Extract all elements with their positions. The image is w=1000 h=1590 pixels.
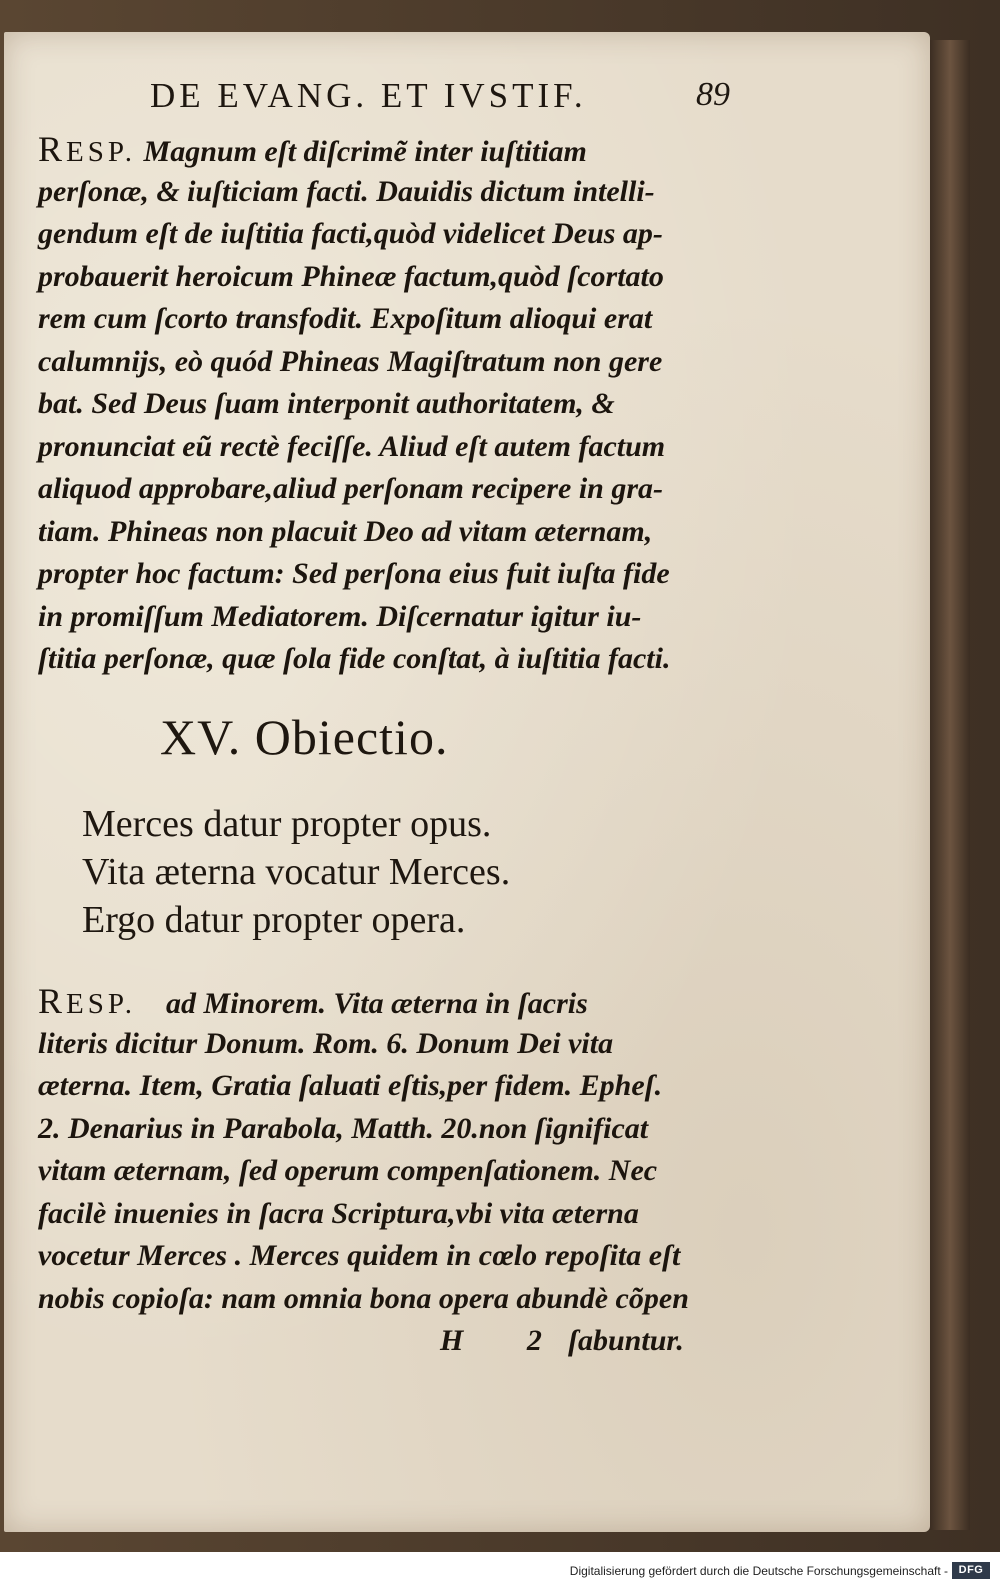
text-line: RESP. Magnum eſt diſcrimẽ inter iuſtitiam — [38, 129, 587, 169]
running-head-title: DE EVANG. ET IVSTIF. — [150, 76, 587, 115]
resp-label: RESP. — [38, 981, 137, 1021]
text-line: vocetur Merces . Merces quidem in cœlo repoſita eſt — [38, 1239, 681, 1272]
text-line: propter hoc factum: Sed perſona eius fuit iuſta fide — [38, 557, 670, 590]
page-number: 89 — [696, 76, 730, 113]
objection-heading: XV. Obiectio. — [160, 709, 449, 765]
text-line: vitam æternam, ſed operum compenſationem. Nec — [38, 1154, 658, 1187]
text-line: facilè inuenies in ſacra Scriptura,vbi vita æterna — [38, 1196, 639, 1230]
text-line: literis dicitur Donum. Rom. 6. Donum Dei vita — [38, 1026, 614, 1060]
response-paragraph-1 — [38, 128, 728, 681]
text-line: aliquod approbare,aliud perſonam recipere in gra- — [38, 472, 664, 505]
text-line: perſonæ, & iuſticiam facti. Dauidis dictum intelli- — [38, 174, 655, 208]
signature-mark: H 2 — [440, 1324, 570, 1357]
catchword: ſabuntur. — [568, 1324, 684, 1357]
text-line: æterna. Item, Gratia ſaluati eſtis,per fidem. Epheſ. — [38, 1069, 663, 1102]
text-line: nobis copioſa: nam omnia bona opera abundè cõpen — [38, 1281, 689, 1315]
text-line: ſtitia perſonæ, quæ ſola fide conſtat, à iuſtitia facti. — [38, 642, 671, 675]
text-line: bat. Sed Deus ſuam interponit authoritatem, & — [38, 387, 615, 420]
syllogism — [82, 800, 642, 944]
response-paragraph-2 — [38, 980, 728, 1320]
text-line: gendum eſt de iuſtitia facti,quòd videlicet Deus ap- — [38, 217, 663, 250]
text-line: in promiſſum Mediatorem. Diſcernatur igitur iu- — [38, 599, 642, 633]
text-line: RESP. ad Minorem. Vita æterna in ſacris — [38, 981, 588, 1021]
text-line: calumnijs, eò quód Phineas Magiſtratum non gere — [38, 344, 663, 378]
text-line: rem cum ſcorto transfodit. Expoſitum alioqui erat — [38, 302, 653, 335]
text-line: tiam. Phineas non placuit Deo ad vitam æternam, — [38, 514, 653, 548]
syllogism-conclusion: Ergo datur propter opera. — [82, 899, 466, 941]
footer-credit: Digitalisierung gefördert durch die Deutsche Forschungsgemeinschaft - — [569, 1564, 948, 1578]
running-head — [150, 76, 730, 126]
syllogism-minor: Vita æterna vocatur Merces. — [82, 851, 511, 893]
text-line: pronunciat eũ rectè feciſſe. Aliud eſt autem factum — [38, 429, 666, 463]
syllogism-major: Merces datur propter opus. — [82, 803, 492, 845]
dfg-logo: DFG — [952, 1562, 990, 1579]
text-line: 2. Denarius in Parabola, Matth. 20.non ſignificat — [38, 1111, 649, 1145]
resp-label: RESP. — [38, 129, 137, 169]
footer-bar — [0, 1552, 1000, 1590]
text-line: probauerit heroicum Phineæ factum,quòd ſcortato — [38, 259, 664, 293]
page-edge — [930, 40, 970, 1530]
